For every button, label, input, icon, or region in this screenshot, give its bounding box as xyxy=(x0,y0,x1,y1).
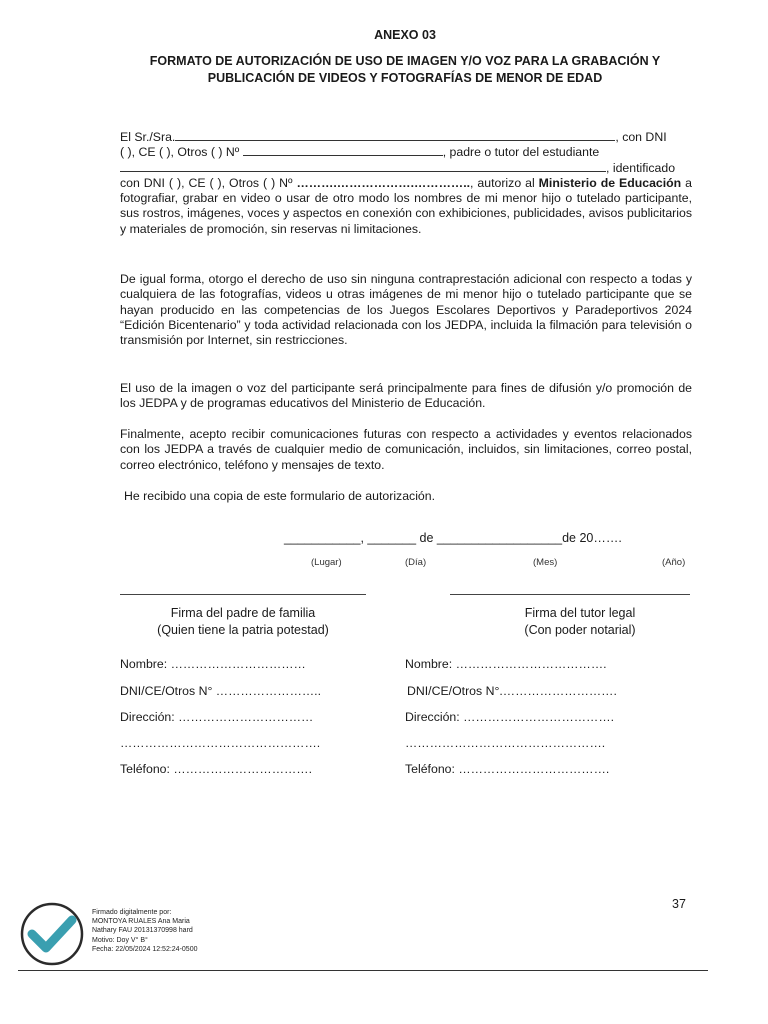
parent-phone-field: Teléfono: ……………………………. xyxy=(120,762,313,776)
tutor-signature-title: Firma del tutor legal xyxy=(524,606,636,620)
page-number: 37 xyxy=(672,897,686,911)
dni-label: , con DNI xyxy=(615,130,667,144)
parent-address-field: Dirección: …………………………… xyxy=(120,710,314,724)
document-number-blank xyxy=(243,145,443,156)
signature-line-3: Nathary FAU 20131370998 hard xyxy=(92,927,193,935)
student-document-dots: ……….……………….………….. xyxy=(296,175,471,190)
authorization-text: a fotografiar, grabar en video o usar de otro modo los nombres de mi menor hijo o tutelado participante, sus rostros, imágenes, voces y aspectos en conexión con exhibiciones, publicidades, avisos publicitarios y materiales de promoción, sin reservas ni limitaciones. xyxy=(120,175,692,236)
footer-divider xyxy=(18,970,708,971)
student-name-blank xyxy=(120,161,606,172)
tutor-address-field: Dirección: ………………………………. xyxy=(405,710,615,724)
parent-address-extra-field: …………………………………………. xyxy=(120,736,321,750)
date-caption-mes: (Mes) xyxy=(533,557,558,568)
signature-line-2: MONTOYA RUALES Ana Maria xyxy=(92,918,190,926)
rights-paragraph: De igual forma, otorgo el derecho de uso sin ninguna contraprestación adicional con respecto a todas y cualquiera de las fotografías, videos u otras imágenes de mi menor hijo o tutelado participante que se hayan producido en las competencias de los Juegos Escolares Deportivos y Paradeportivos 2024 “Edición Bicentenario” y toda actividad relacionada con los JEDPA, incluida la filmación para televisión o transmisión por Internet, sin restricciones. xyxy=(120,272,692,348)
parent-signature-line xyxy=(120,594,366,595)
identified-label: , identificado xyxy=(606,160,676,175)
annex-label: ANEXO 03 xyxy=(374,28,436,42)
tutor-dni-field: DNI/CE/Otros N°.………………………. xyxy=(407,684,617,698)
signature-line-4: Motivo: Doy V° B° xyxy=(92,936,148,944)
tutor-phone-field: Teléfono: ………………………………. xyxy=(405,762,610,776)
tutor-address-extra-field: …………………………………………. xyxy=(405,736,606,750)
sr-sra-label: El Sr./Sra. xyxy=(120,130,176,144)
copy-received-paragraph: He recibido una copia de este formulario de autorización. xyxy=(124,489,436,503)
authorization-paragraph xyxy=(120,130,692,237)
digital-signature-checkmark-icon xyxy=(18,900,86,968)
document-type-label: ( ), CE ( ), Otros ( ) Nº xyxy=(120,145,240,160)
student-document-label: con DNI ( ), CE ( ), Otros ( ) Nº xyxy=(120,175,293,190)
parent-dni-field: DNI/CE/Otros N° …………………….. xyxy=(120,684,321,698)
date-caption-anio: (Año) xyxy=(662,557,686,568)
date-caption-dia: (Día) xyxy=(405,557,427,568)
signature-line-5: Fecha: 22/05/2024 12:52:24-0500 xyxy=(92,945,198,953)
signature-line-1: Firmado digitalmente por: xyxy=(92,909,172,916)
date-caption-lugar: (Lugar) xyxy=(311,557,342,568)
parent-signature-title: Firma del padre de familia xyxy=(170,606,316,620)
communications-paragraph: Finalmente, acepto recibir comunicaciones futuras con respecto a actividades y eventos relacionados con los JEDPA a través de cualquier medio de comunicación, incluidos, sin limitaciones, correo postal, correo electrónico, teléfono y mensajes de texto. xyxy=(120,427,692,472)
tutor-signature-caption xyxy=(460,605,700,639)
usage-paragraph: El uso de la imagen o voz del participante será principalmente para fines de difusión y/o promoción de los JEDPA y de programas educativos del Ministerio de Educación. xyxy=(120,381,692,411)
parent-signature-subtitle: (Quien tiene la patria potestad) xyxy=(157,623,329,637)
date-line: ___________, _______ de __________________de 20……. xyxy=(284,531,622,545)
tutor-name-field: Nombre: ………………………………. xyxy=(405,657,607,671)
digital-signature-text xyxy=(92,908,197,954)
ministry-name: Ministerio de Educación xyxy=(538,175,682,190)
tutor-signature-subtitle: (Con poder notarial) xyxy=(524,623,636,637)
document-title: FORMATO DE AUTORIZACIÓN DE USO DE IMAGEN Y/O VOZ PARA LA GRABACIÓN Y PUBLICACIÓN DE VIDEOS Y FOTOGRAFÍAS DE MENOR DE EDAD xyxy=(149,54,661,85)
tutor-signature-line xyxy=(450,594,690,595)
parent-tutor-label: , padre o tutor del estudiante xyxy=(442,145,600,160)
parent-name-field: Nombre: …………………………… xyxy=(120,657,306,671)
name-blank xyxy=(175,130,615,141)
parent-signature-caption xyxy=(120,605,366,639)
authorize-label: , autorizo al xyxy=(470,175,535,190)
